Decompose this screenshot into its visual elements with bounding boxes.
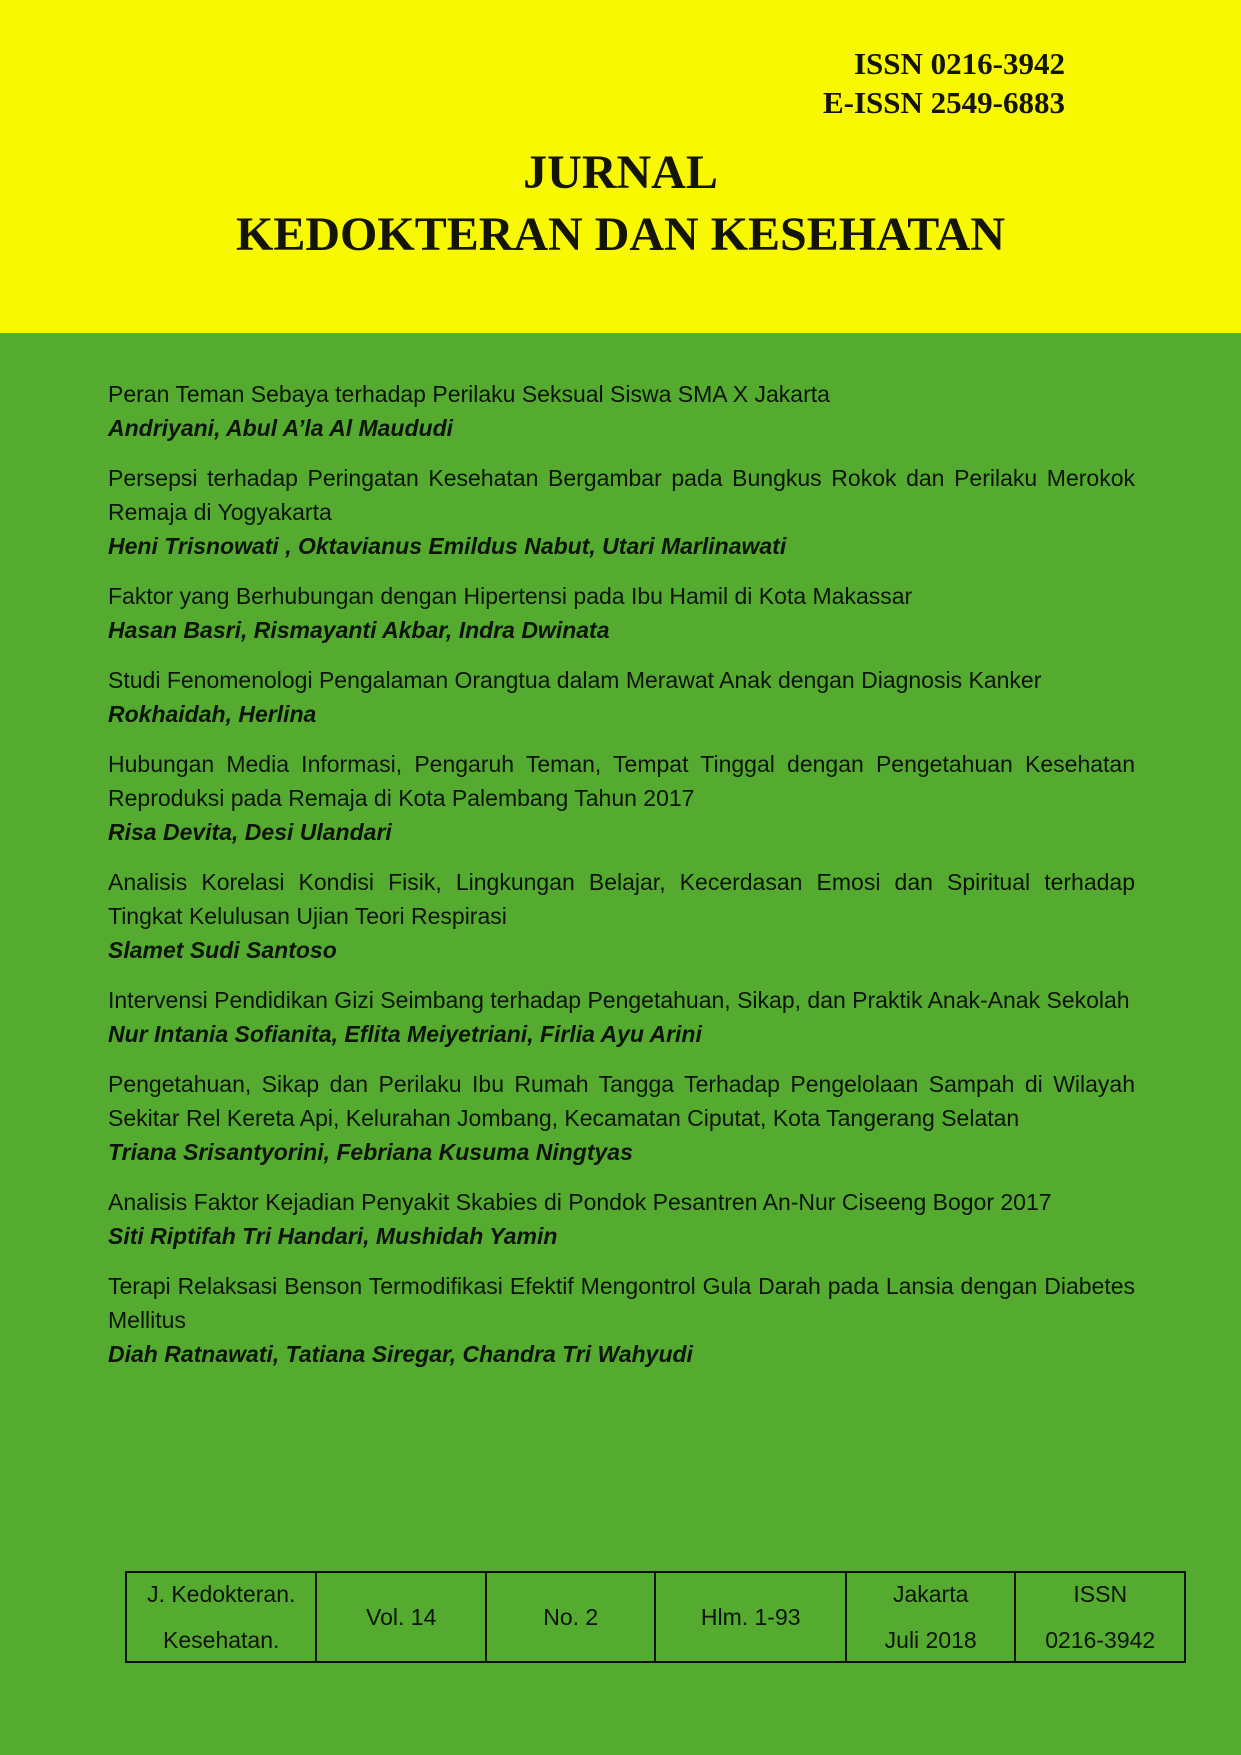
footer-cell-line: Jakarta xyxy=(892,1581,969,1607)
article-authors: Hasan Basri, Rismayanti Akbar, Indra Dwinata xyxy=(108,617,610,643)
article-title: Terapi Relaksasi Benson Termodifikasi Efektif Mengontrol Gula Darah pada Lansia dengan Diabetes Mellitus xyxy=(108,1273,1135,1333)
article-title: Analisis Korelasi Kondisi Fisik, Lingkungan Belajar, Kecerdasan Emosi dan Spiritual terhadap Tingkat Kelulusan Ujian Teori Respirasi xyxy=(108,869,1135,929)
footer-cell-content xyxy=(847,1573,1015,1661)
article-title: Hubungan Media Informasi, Pengaruh Teman, Tempat Tinggal dengan Pengetahuan Kesehatan Reproduksi pada Remaja di Kota Palembang Tahun 2017 xyxy=(108,751,1135,811)
article-authors: Risa Devita, Desi Ulandari xyxy=(108,819,392,845)
article-entry xyxy=(108,1067,1135,1169)
article-title: Intervensi Pendidikan Gizi Seimbang terhadap Pengetahuan, Sikap, dan Praktik Anak-Anak Sekolah xyxy=(108,987,1130,1013)
article-authors: Siti Riptifah Tri Handari, Mushidah Yamin xyxy=(108,1223,558,1249)
article-authors: Diah Ratnawati, Tatiana Siregar, Chandra Tri Wahyudi xyxy=(108,1341,693,1367)
issn-electronic: E-ISSN 2549-6883 xyxy=(822,85,1065,120)
footer-cell xyxy=(846,1572,1016,1662)
article-entry xyxy=(108,1269,1135,1371)
footer-cell-line: Kesehatan. xyxy=(163,1627,280,1653)
article-entry xyxy=(108,579,1135,647)
footer-table-row xyxy=(126,1572,1185,1662)
journal-title-line1: JURNAL xyxy=(523,146,718,199)
article-title: Pengetahuan, Sikap dan Perilaku Ibu Rumah Tangga Terhadap Pengelolaan Sampah di Wilayah Sekitar Rel Kereta Api, Kelurahan Jombang, Kecamatan Ciputat, Kota Tangerang Selatan xyxy=(108,1071,1135,1131)
issn-block xyxy=(0,44,1241,122)
article-entry xyxy=(108,663,1135,731)
article-authors: Triana Srisantyorini, Febriana Kusuma Ningtyas xyxy=(108,1139,633,1165)
footer-cell xyxy=(655,1572,845,1662)
article-entry xyxy=(108,461,1135,563)
journal-title xyxy=(0,142,1241,266)
article-authors: Slamet Sudi Santoso xyxy=(108,937,337,963)
footer-cell-line: ISSN xyxy=(1073,1581,1128,1607)
footer-cell-content xyxy=(317,1573,485,1661)
article-title: Studi Fenomenologi Pengalaman Orangtua dalam Merawat Anak dengan Diagnosis Kanker xyxy=(108,667,1042,693)
article-title: Persepsi terhadap Peringatan Kesehatan Bergambar pada Bungkus Rokok dan Perilaku Merokok Remaja di Yogyakarta xyxy=(108,465,1135,525)
footer-cell xyxy=(316,1572,486,1662)
footer-cell-line: No. 2 xyxy=(543,1604,599,1630)
article-authors: Nur Intania Sofianita, Eflita Meiyetriani, Firlia Ayu Arini xyxy=(108,1021,702,1047)
article-entry xyxy=(108,747,1135,849)
footer-cell-line: Hlm. 1-93 xyxy=(700,1604,801,1630)
article-title: Analisis Faktor Kejadian Penyakit Skabies di Pondok Pesantren An-Nur Ciseeng Bogor 2017 xyxy=(108,1189,1052,1215)
table-of-contents-section xyxy=(0,333,1241,1755)
footer-cell xyxy=(1015,1572,1185,1662)
issn-print: ISSN 0216-3942 xyxy=(853,46,1065,81)
footer-cell xyxy=(126,1572,316,1662)
footer-cell-line: Vol. 14 xyxy=(366,1604,437,1630)
article-list xyxy=(0,377,1241,1387)
article-authors: Andriyani, Abul A’la Al Maududi xyxy=(108,415,454,441)
footer-cell-content xyxy=(127,1573,315,1661)
article-entry xyxy=(108,1185,1135,1253)
article-title: Faktor yang Berhubungan dengan Hipertensi pada Ibu Hamil di Kota Makassar xyxy=(108,583,913,609)
article-entry xyxy=(108,983,1135,1051)
article-entry xyxy=(108,865,1135,967)
footer-cell-line: J. Kedokteran. xyxy=(147,1581,296,1607)
footer-cell-content xyxy=(1016,1573,1184,1661)
article-authors: Rokhaidah, Herlina xyxy=(108,701,317,727)
article-entry xyxy=(108,377,1135,445)
journal-title-line2: KEDOKTERAN DAN KESEHATAN xyxy=(236,208,1005,261)
footer-cell-line: 0216-3942 xyxy=(1045,1627,1156,1653)
footer-cell-content xyxy=(487,1573,655,1661)
footer-table-wrap xyxy=(125,1571,1186,1663)
footer-cell-line: Juli 2018 xyxy=(884,1627,977,1653)
masthead xyxy=(0,0,1241,333)
footer-cell-content xyxy=(656,1573,844,1661)
article-title: Peran Teman Sebaya terhadap Perilaku Seksual Siswa SMA X Jakarta xyxy=(108,381,830,407)
footer-table xyxy=(125,1571,1186,1663)
footer-cell xyxy=(486,1572,656,1662)
article-authors: Heni Trisnowati , Oktavianus Emildus Nabut, Utari Marlinawati xyxy=(108,533,787,559)
